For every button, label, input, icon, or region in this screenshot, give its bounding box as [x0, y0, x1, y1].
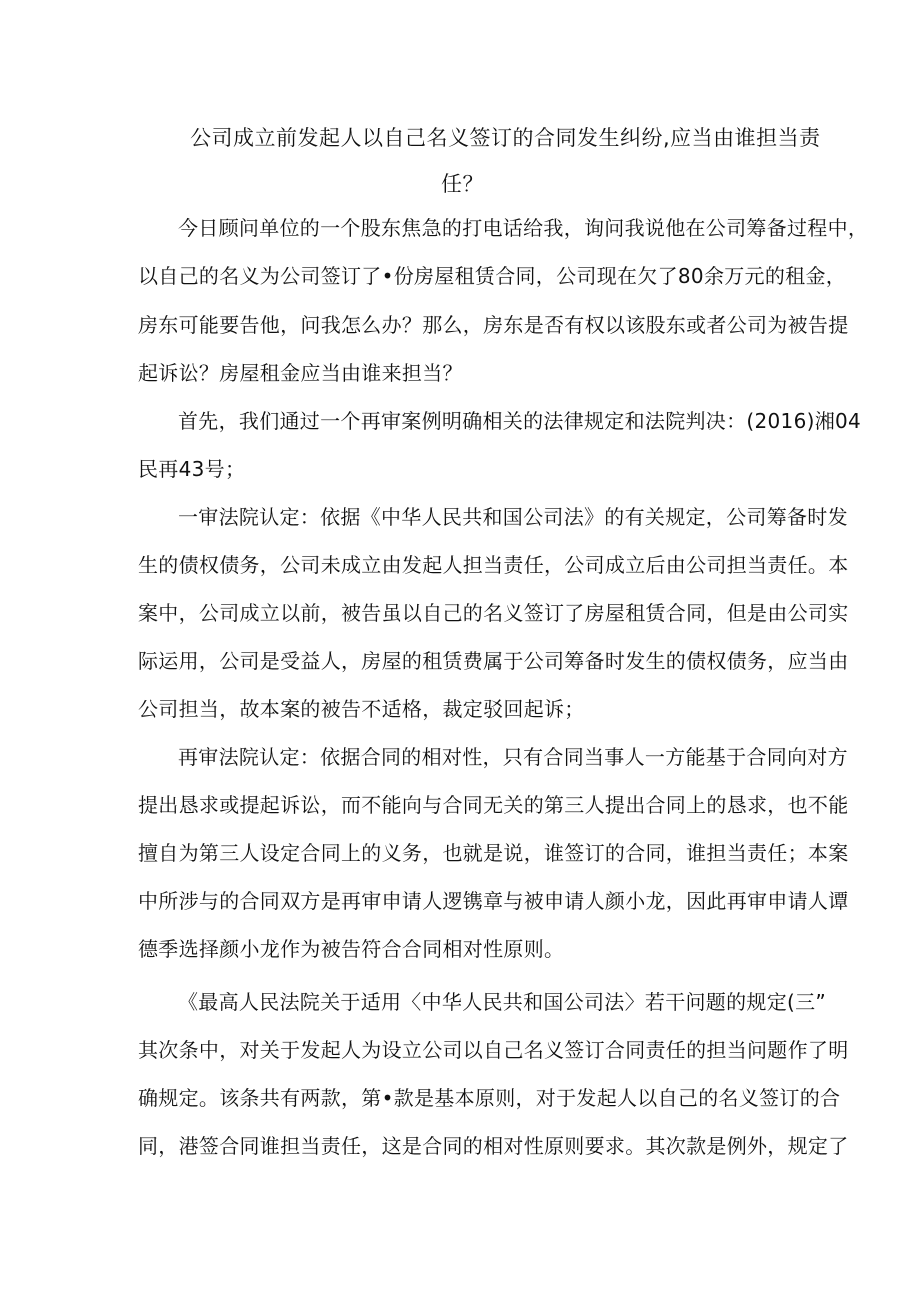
document-title-line-2: 任？: [441, 172, 484, 196]
paragraph-3-line-2: 生的债权债务，公司未成立由发起人担当责任，公司成立后由公司担当责任。本: [138, 553, 849, 577]
paragraph-3-line-5: 公司担当，故本案的被告不适格，裁定驳回起诉；: [138, 697, 585, 721]
paragraph-3-line-4: 际运用，公司是受益人，房屋的租赁费属于公司筹备时发生的债权债务，应当由: [138, 649, 849, 673]
paragraph-5-line-1: 《最高人民法院关于适用〈中华人民共和国公司法〉若干问题的规定(三”: [178, 990, 827, 1014]
paragraph-5-line-4: 同，港签合同谁担当责任，这是合同的相对性原则要求。其次款是例外，规定了: [138, 1134, 849, 1158]
paragraph-2-line-2: 民再43号；: [138, 457, 246, 481]
paragraph-1-line-3: 房东可能要告他，问我怎么办？那么，房东是否有权以该股东或者公司为被告提: [138, 313, 849, 337]
paragraph-2-line-1: 首先，我们通过一个再审案例明确相关的法律规定和法院判决：(2016)湘04: [178, 409, 862, 433]
paragraph-5-line-2: 其次条中，对关于发起人为设立公司以自己名义签订合同责任的担当问题作了明: [138, 1038, 849, 1062]
paragraph-3-line-1: 一审法院认定：依据《中华人民共和国公司法》的有关规定，公司筹备时发: [178, 505, 848, 529]
paragraph-4-line-4: 中所涉与的合同双方是再审申请人逻镌章与被申请人颜小龙，因此再审申请人谭: [138, 889, 849, 913]
paragraph-4-line-2: 提出恳求或提起诉讼，而不能向与合同无关的第三人提出合同上的恳求，也不能: [138, 793, 849, 817]
paragraph-1-line-2: 以自己的名义为公司签订了•份房屋租赁合同，公司现在欠了80余万元的租金，: [138, 264, 847, 288]
paragraph-4-line-1: 再审法院认定：依据合同的相对性，只有合同当事人一方能基于合同向对方: [178, 745, 848, 769]
paragraph-1-line-1: 今日顾问单位的一个股东焦急的打电话给我，询问我说他在公司筹备过程中，: [178, 216, 869, 240]
paragraph-4-line-3: 擅自为第三人设定合同上的义务，也就是说，谁签订的合同，谁担当责任；本案: [138, 841, 849, 865]
document-title-line-1: 公司成立前发起人以自己名义签订的合同发生纠纷,应当由谁担当责: [190, 126, 821, 150]
paragraph-1-line-4: 起诉讼？房屋租金应当由谁来担当？: [138, 361, 463, 385]
paragraph-3-line-3: 案中，公司成立以前，被告虽以自己的名义签订了房屋租赁合同，但是由公司实: [138, 601, 849, 625]
paragraph-5-line-3: 确规定。该条共有两款，第•款是基本原则，对于发起人以自己的名义签订的合: [138, 1086, 841, 1110]
paragraph-4-line-5: 德季选择颜小龙作为被告符合合同相对性原则。: [138, 937, 565, 961]
